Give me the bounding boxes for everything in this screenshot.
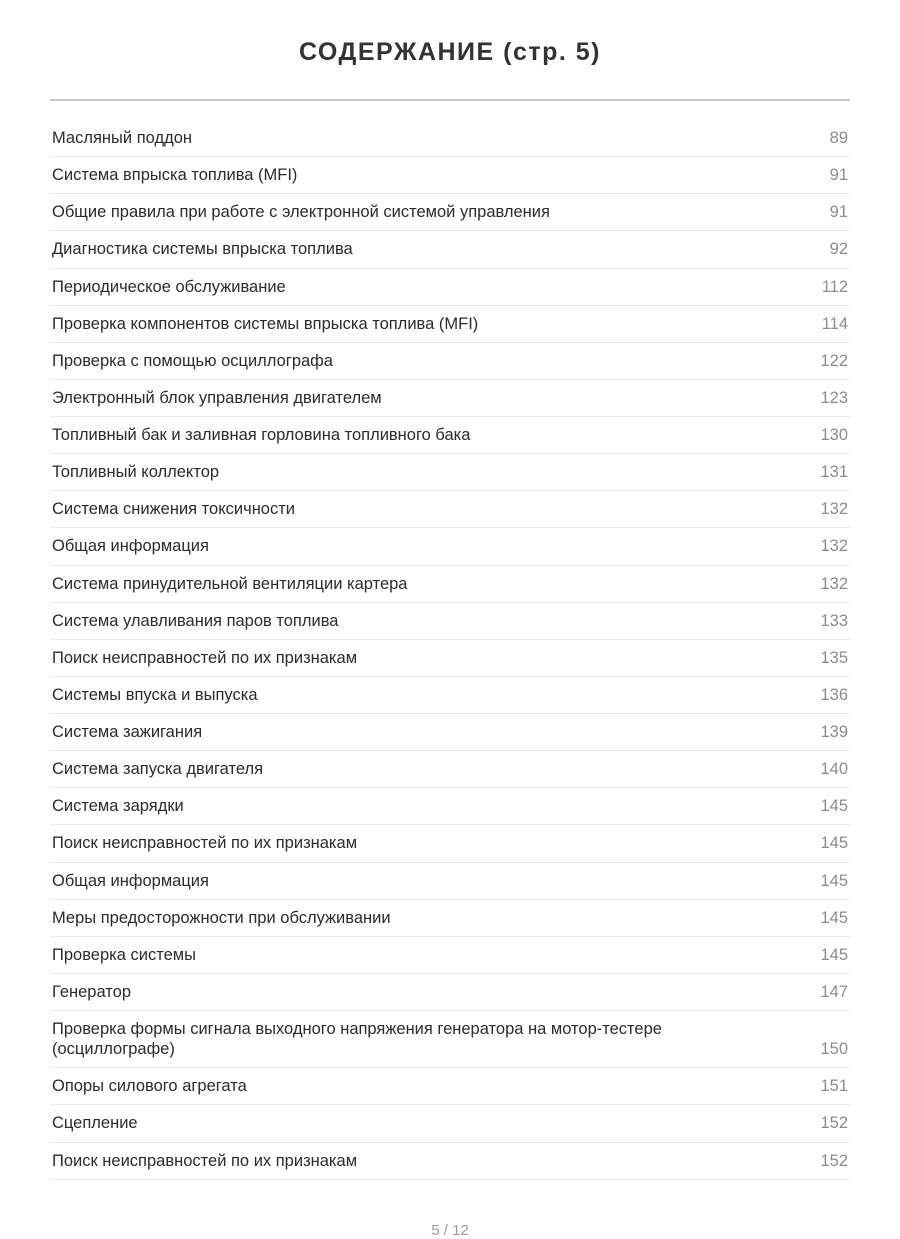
toc-row — [50, 788, 850, 825]
toc-item-page: 145 — [820, 834, 848, 853]
toc-item-label: Генератор — [52, 982, 132, 1001]
toc-item-page: 145 — [820, 797, 848, 816]
toc-item-label: Общая информация — [52, 871, 209, 890]
toc-item-page: 123 — [820, 388, 848, 407]
toc-item-page: 132 — [820, 574, 848, 593]
toc-item-label: Проверка формы сигнала выходного напряжения генератора на мотор-тестере (осциллографе) — [52, 1020, 662, 1059]
toc-item-page: 112 — [821, 277, 848, 296]
toc-row — [50, 1105, 850, 1142]
toc-item-label: Проверка с помощью осциллографа — [52, 351, 333, 370]
toc-item-label: Система впрыска топлива (MFI) — [52, 166, 298, 185]
toc-row — [50, 194, 850, 231]
toc-row — [50, 714, 850, 751]
toc-item-label: Топливный коллектор — [52, 463, 220, 482]
toc-item-label: Сцепление — [52, 1114, 138, 1133]
toc-item-page: 89 — [829, 129, 848, 147]
toc-item-label: Проверка компонентов системы впрыска топлива (MFI) — [52, 314, 479, 333]
toc-item-page: 140 — [820, 760, 848, 779]
toc-row — [50, 417, 850, 454]
toc-row — [50, 900, 850, 937]
toc-row — [50, 974, 850, 1011]
toc-row — [50, 306, 850, 343]
toc-item-page: 132 — [820, 500, 848, 519]
toc-row — [50, 751, 850, 788]
toc-item-label: Электронный блок управления двигателем — [52, 388, 382, 407]
toc-row — [50, 454, 850, 491]
toc-item-label: Система улавливания паров топлива — [52, 611, 339, 630]
toc-item-page: 152 — [820, 1114, 848, 1133]
toc-item-page: 152 — [820, 1151, 848, 1170]
toc-list — [50, 120, 850, 1180]
toc-row — [50, 269, 850, 306]
page-title: СОДЕРЖАНИЕ (стр. 5) — [298, 38, 602, 66]
toc-item-page: 131 — [820, 463, 848, 482]
toc-item-page: 114 — [821, 314, 848, 333]
toc-item-label: Меры предосторожности при обслуживании — [52, 908, 391, 927]
toc-row — [50, 677, 850, 714]
toc-item-page: 91 — [829, 203, 848, 222]
toc-item-label: Система зажигания — [52, 723, 203, 741]
toc-item-label: Система запуска двигателя — [52, 760, 264, 779]
toc-row — [50, 1011, 850, 1068]
toc-row — [50, 528, 850, 565]
toc-item-label: Опоры силового агрегата — [52, 1077, 247, 1096]
toc-row — [50, 491, 850, 528]
toc-item-page: 145 — [820, 908, 848, 927]
title-divider — [50, 99, 850, 101]
toc-item-label: Поиск неисправностей по их признакам — [52, 648, 358, 667]
toc-item-page: 136 — [820, 685, 848, 704]
toc-item-page: 139 — [820, 723, 848, 741]
toc-item-label: Диагностика системы впрыска топлива — [52, 240, 353, 259]
toc-row — [50, 1143, 850, 1180]
toc-item-label: Системы впуска и выпуска — [52, 685, 258, 704]
toc-item-page: 135 — [820, 648, 848, 667]
toc-item-page: 91 — [829, 166, 848, 185]
toc-row — [50, 603, 850, 640]
toc-row — [50, 120, 850, 157]
toc-row — [50, 825, 850, 862]
toc-item-page: 132 — [820, 537, 848, 556]
toc-item-label: Проверка системы — [52, 945, 196, 964]
toc-row — [50, 343, 850, 380]
toc-item-page: 147 — [820, 982, 848, 1001]
toc-item-page: 151 — [820, 1077, 848, 1096]
toc-item-label: Система зарядки — [52, 797, 184, 816]
page-indicator: 5 / 12 — [431, 1221, 469, 1239]
toc-row — [50, 640, 850, 677]
toc-item-label: Общая информация — [52, 537, 209, 556]
toc-item-label: Масляный поддон — [52, 129, 192, 147]
toc-row — [50, 863, 850, 900]
toc-row — [50, 566, 850, 603]
toc-row — [50, 937, 850, 974]
toc-item-page: 122 — [820, 351, 848, 370]
toc-item-page: 145 — [820, 945, 848, 964]
toc-item-label: Топливный бак и заливная горловина топливного бака — [52, 426, 471, 444]
toc-item-page: 133 — [820, 611, 848, 630]
toc-item-label: Поиск неисправностей по их признакам — [52, 834, 358, 853]
toc-item-label: Общие правила при работе с электронной системой управления — [52, 203, 550, 222]
toc-row — [50, 231, 850, 268]
toc-row — [50, 1068, 850, 1105]
toc-item-label: Периодическое обслуживание — [52, 277, 286, 296]
toc-row — [50, 380, 850, 417]
toc-item-page: 130 — [820, 426, 848, 444]
toc-row — [50, 157, 850, 194]
toc-item-label: Поиск неисправностей по их признакам — [52, 1151, 358, 1170]
toc-item-page: 145 — [820, 871, 848, 890]
toc-item-page: 150 — [820, 1040, 848, 1059]
toc-item-label: Система принудительной вентиляции картера — [52, 574, 408, 593]
toc-item-page: 92 — [829, 240, 848, 259]
toc-item-label: Система снижения токсичности — [52, 500, 296, 519]
